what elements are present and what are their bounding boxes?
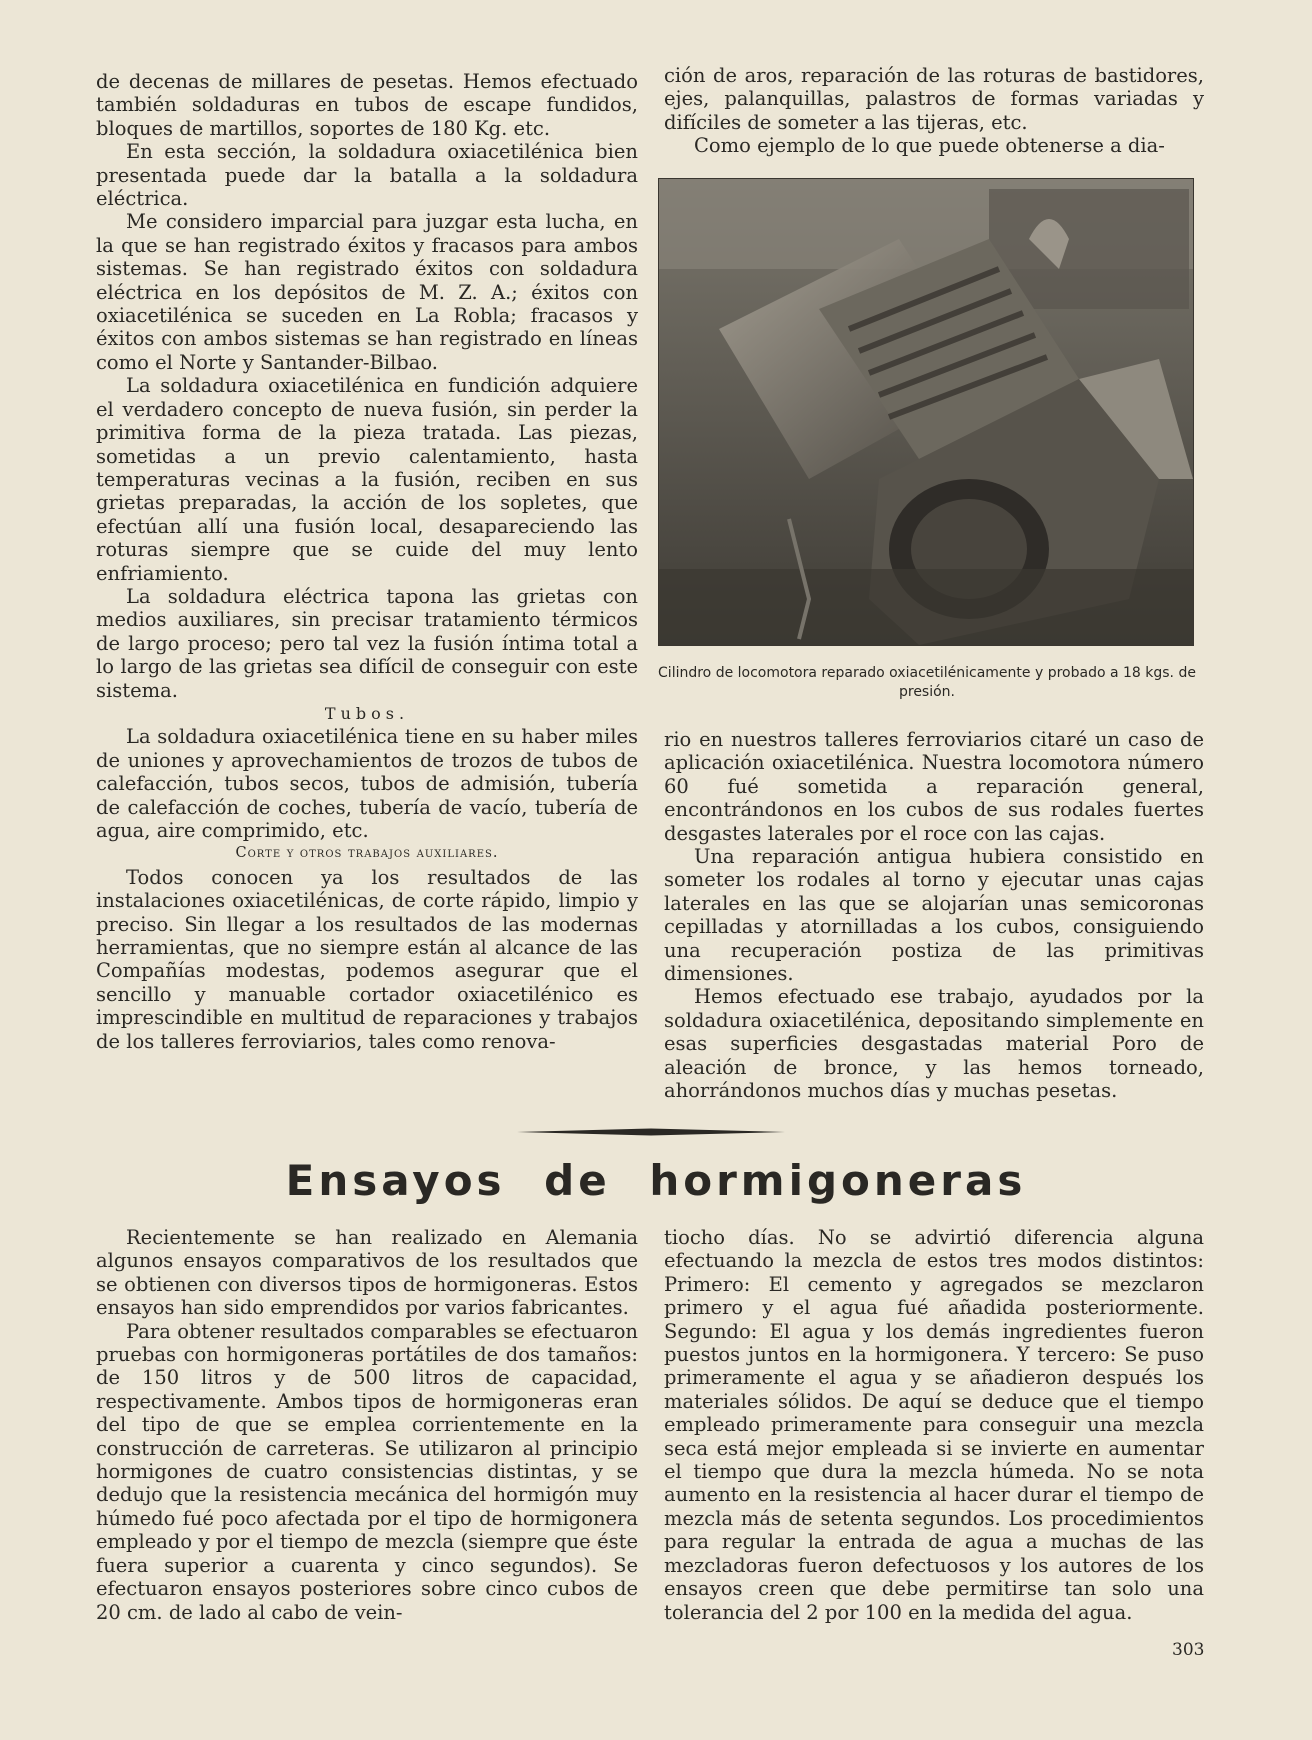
paragraph: de decenas de millares de pesetas. Hemos efectuado también soldaduras en tubos de escape fundidos, bloques de martillos, soportes de 180 Kg. etc.	[96, 70, 638, 140]
top-left-column	[96, 70, 638, 1053]
paragraph: Hemos efectuado ese trabajo, ayudados por la soldadura oxiacetilénica, depositando simplemente en esas superficies desgastadas material Poro de aleación de bronce, y las hemos torneado, ahorrándonos muchos días y muchas pesetas.	[664, 985, 1204, 1103]
paragraph: La soldadura oxiacetilénica tiene en su haber miles de uniones y aprovechamientos de trozos de tubos de calefacción, tubos secos, tubos de admisión, tubería de calefacción de coches, tubería de vacío, tubería de agua, aire comprimido, etc.	[96, 725, 638, 842]
paragraph: La soldadura oxiacetilénica en fundición adquiere el verdadero concepto de nueva fusión, sin perder la primitiva forma de la pieza tratada. Las piezas, sometidas a un previo calentamiento, hasta temperaturas vecinas a la fusión, reciben en sus grietas preparadas, la acción de los sopletes, que efectúan allí una fusión local, desapareciendo las roturas siempre que se cuide del muy lento enfriamiento.	[96, 374, 638, 585]
paragraph: ción de aros, reparación de las roturas de bastidores, ejes, palanquillas, palastros de formas variadas y difíciles de someter a las tijeras, etc.	[664, 64, 1204, 134]
article-title: Ensayos de hormigoneras	[285, 1156, 1027, 1205]
paragraph: La soldadura eléctrica tapona las grietas con medios auxiliares, sin precisar tratamiento térmicos de largo proceso; pero tal vez la fusión íntima total a lo largo de las grietas sea difícil de conseguir con este sistema.	[96, 584, 638, 702]
paragraph: En esta sección, la soldadura oxiacetilénica bien presentada puede dar la batalla a la soldadura eléctrica.	[96, 140, 638, 211]
locomotive-cylinder-photo	[658, 178, 1194, 646]
photo-illustration	[659, 179, 1193, 645]
top-right-intro	[664, 64, 1204, 158]
paragraph: Me considero imparcial para juzgar esta lucha, en la que se han registrado éxitos y fracasos para ambos sistemas. Se han registrado éxitos con soldadura eléctrica en los depósitos de M. Z. A.; éxitos con oxiacetilénica se suceden en La Robla; fracasos y éxitos con ambos sistemas se han registrado en líneas como el Norte y Santander-Bilbao.	[96, 210, 638, 374]
paragraph: Todos conocen ya los resultados de las instalaciones oxiacetilénicas, de corte rápido, limpio y preciso. Sin llegar a los resultados de las modernas herramientas, que no siempre están al alcance de las Compañías modestas, podemos asegurar que el sencillo y manuable cortador oxiacetilénico es imprescindible en multitud de reparaciones y trabajos de los talleres ferroviarios, tales como renova-	[96, 865, 638, 1053]
section-divider	[517, 1128, 785, 1136]
article-right-column	[664, 1226, 1204, 1624]
photo-caption: Cilindro de locomotora reparado oxiacetilénicamente y probado a 18 kgs. de presión.	[658, 665, 1196, 700]
paragraph: Recientemente se han realizado en Alemania algunos ensayos comparativos de los resultados que se obtienen con diversos tipos de hormigoneras. Estos ensayos han sido emprendidos por varios fabricantes.	[96, 1226, 638, 1320]
paragraph: rio en nuestros talleres ferroviarios citaré un caso de aplicación oxiacetilénica. Nuestra locomotora número 60 fué sometida a reparación general, encontrándonos en los cubos de sus rodales fuertes desgastes laterales por el roce con las cajas.	[664, 728, 1204, 845]
page-number: 303	[1172, 1640, 1205, 1660]
paragraph: Como ejemplo de lo que puede obtenerse a dia-	[694, 134, 1165, 158]
section-heading-tubos: Tubos.	[324, 703, 410, 723]
paragraph: Para obtener resultados comparables se efectuaron pruebas con hormigoneras portátiles de dos tamaños: de 150 litros y de 500 litros de capacidad, respectivamente. Ambos tipos de hormigoneras eran del tipo de que se emplea corrientemente en la construcción de carreteras. Se utilizaron al principio hormigones de cuatro consistencias distintas, y se dedujo que la resistencia mecánica del hormigón muy húmedo fué poco afectada por el tipo de hormigonera empleado y por el tiempo de mezcla (siempre que éste fuera superior a cuarenta y cinco segundos). Se efectuaron ensayos posteriores sobre cinco cubos de 20 cm. de lado al cabo de vein-	[96, 1319, 638, 1624]
top-right-after-photo	[664, 728, 1204, 1103]
article-left-column	[96, 1226, 638, 1624]
section-heading-corte: Corte y otros trabajos auxiliares.	[235, 845, 499, 862]
paragraph: tiocho días. No se advirtió diferencia alguna efectuando la mezcla de estos tres modos distintos: Primero: El cemento y agregados se mezclaron primero y el agua fué añadida posteriormente. Segundo: El agua y los demás ingredientes fueron puestos juntos en la hormigonera. Y tercero: Se puso primeramente el agua y se añadieron después los materiales sólidos. De aquí se deduce que el tiempo empleado primeramente para conseguir una mezcla seca está mejor empleada si se invierte en aumentar el tiempo que dura la mezcla húmeda. No se nota aumento en la resistencia al hacer durar el tiempo de mezcla más de setenta segundos. Los procedimientos para regular la entrada de agua a muchas de las mezcladoras fueron defectuosos y los autores de los ensayos creen que debe permitirse tan solo una tolerancia del 2 por 100 en la medida del agua.	[664, 1226, 1204, 1624]
paragraph: Una reparación antigua hubiera consistido en someter los rodales al torno y ejecutar unas cajas laterales en las que se alojarían unas semicoronas cepilladas y atornilladas a los cubos, consiguiendo una recuperación postiza de las primitivas dimensiones.	[664, 845, 1204, 986]
